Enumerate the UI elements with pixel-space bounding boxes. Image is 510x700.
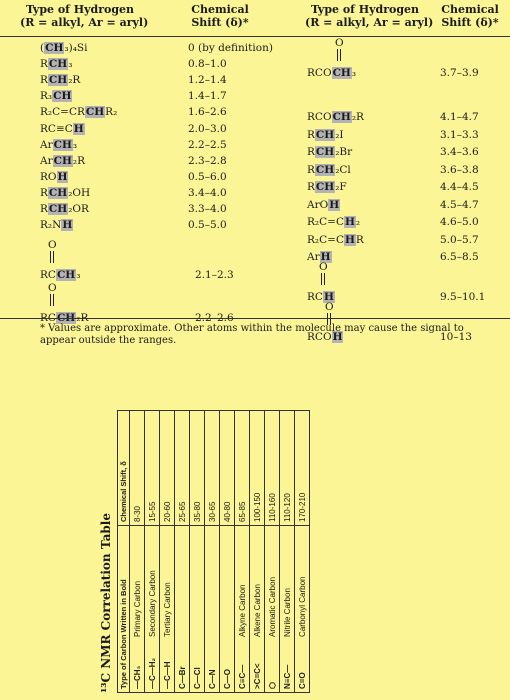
right-row-formula: [307, 215, 360, 229]
c13-shift-cell: 110-160: [265, 411, 280, 526]
formula-bold-part: H: [344, 216, 355, 228]
formula-part: RC≡C: [40, 122, 73, 135]
formula-part: ₂R: [72, 154, 86, 167]
c13-carbon-label: Tertiary Carbon: [162, 582, 172, 637]
c13-carbon-label: Secondary Carbon: [147, 570, 157, 637]
left-carbonyl-row-shift: 2.2–2.6: [195, 312, 234, 324]
header-shift-left: Chemical Shift (δ)*: [191, 3, 249, 29]
formula-part: R: [40, 58, 48, 71]
double-bond-line: [337, 49, 341, 61]
c13-type-cell: [175, 526, 190, 693]
right-row-shift: 6.5–8.5: [440, 251, 479, 263]
c13-formula: C—Cl: [192, 667, 202, 689]
left-row-formula: [40, 41, 87, 55]
right-row-formula: [307, 110, 364, 124]
left-row-shift: 0.5–6.0: [188, 170, 227, 183]
formula-bold-part: CH: [332, 67, 351, 79]
left-row-shift: 2.3–2.8: [188, 154, 227, 167]
formula-bold-part: CH: [48, 186, 68, 199]
c13-formula: >C=C<: [252, 663, 262, 689]
formula-part: Ar: [40, 138, 53, 151]
formula-part: RC: [40, 269, 56, 281]
c13-carbon-label: Aromatic Carbon: [267, 576, 277, 637]
formula-bold-part: H: [320, 251, 331, 263]
formula-bold-part: CH: [315, 128, 335, 141]
c13-carbon-label: Primary Carbon: [132, 580, 142, 637]
formula-part: ₃: [351, 67, 357, 79]
header-shift-right: Chemical Shift (δ)*: [441, 3, 499, 29]
left-row-shift: 2.0–3.0: [188, 122, 227, 135]
c13-title: ¹³C NMR Correlation Table: [99, 513, 113, 693]
right-carbonyl-row-shift: 10–13: [440, 331, 472, 343]
formula-part: Ar: [307, 251, 320, 263]
c13-carbon-label: Alkyne Carbon: [237, 584, 247, 637]
formula-bold-part: CH: [48, 58, 68, 71]
c13-shift-cell: 20-60: [160, 411, 175, 526]
c13-shift-cell: 15-55: [145, 411, 160, 526]
formula-part: RO: [40, 170, 57, 183]
formula-part: ₂OR: [68, 203, 89, 215]
c13-row: [235, 411, 250, 693]
formula-part: R₂C=C: [307, 233, 344, 246]
formula-part: ₃: [76, 269, 81, 281]
formula-bold-part: H: [73, 122, 84, 135]
formula-part: ₂F: [335, 181, 347, 193]
footnote: * Values are approximate. Other atoms within the molecule may cause the signal to appear outside the ranges.: [40, 323, 464, 346]
formula-part: RCO: [307, 111, 332, 123]
left-carbonyl-row-formula: [40, 268, 80, 282]
c13-head-type: Type of Carbon Written in Bold: [118, 526, 130, 693]
left-row-formula: [40, 202, 89, 216]
table-header: [0, 0, 510, 37]
left-row-formula: [40, 57, 72, 71]
formula-part: R: [40, 203, 48, 215]
double-bond-line: [321, 273, 325, 285]
left-carbonyl-row-shift: 2.1–2.3: [195, 269, 234, 281]
c13-formula: ⬡: [267, 682, 277, 689]
right-row-shift: 4.4–4.5: [440, 181, 479, 193]
carbonyl-oxygen: [319, 262, 328, 285]
formula-part: RCO: [307, 331, 332, 343]
c13-row: [220, 411, 235, 693]
formula-bold-part: CH: [85, 106, 105, 119]
formula-bold-part: CH: [53, 90, 72, 103]
c13-grid: [117, 410, 310, 693]
left-row-shift: 3.4–4.0: [188, 186, 227, 199]
c13-shift-cell: 30-65: [205, 411, 220, 526]
c13-type-cell: [295, 526, 310, 693]
header-type-left: Type of Hydrogen (R = alkyl, Ar = aryl): [20, 3, 149, 29]
carbonyl-oxygen: [325, 302, 334, 325]
c13-row: [190, 411, 205, 693]
c13-row: [130, 411, 145, 693]
right-row-shift: 5.0–5.7: [440, 233, 479, 246]
c13-formula: —C—H: [162, 661, 172, 689]
formula-part: R: [307, 146, 315, 158]
right-row-formula: [307, 128, 344, 142]
formula-part: ₂: [355, 216, 361, 228]
formula-part: ₃: [72, 138, 78, 151]
c13-head-shift: Chemical Shift, δ: [118, 411, 130, 526]
c13-table: [95, 395, 307, 693]
c13-type-cell: [145, 526, 160, 693]
c13-type-cell: [265, 526, 280, 693]
right-row-shift: 4.1–4.7: [440, 111, 479, 123]
formula-bold-part: CH: [315, 163, 335, 176]
right-row-formula: [307, 198, 340, 212]
c13-type-cell: [190, 526, 205, 693]
formula-part: R: [307, 163, 315, 176]
c13-formula: C—O: [222, 669, 232, 689]
formula-bold-part: CH: [48, 74, 68, 87]
c13-formula: C—N: [207, 669, 217, 689]
formula-part: ₂Br: [335, 146, 353, 158]
formula-part: ₂R: [68, 74, 81, 87]
left-row-shift: 3.3–4.0: [188, 203, 227, 215]
c13-carbon-label: Nitrile Carbon: [282, 588, 292, 637]
formula-bold-part: CH: [315, 146, 335, 158]
formula-bold-part: H: [57, 170, 68, 183]
left-row-shift: 2.2–2.5: [188, 138, 227, 151]
double-bond-line: [50, 294, 54, 306]
c13-formula: N≡C—: [282, 664, 292, 689]
left-row-formula: [40, 73, 80, 87]
right-row-shift: 3.6–3.8: [440, 163, 479, 176]
c13-row: [295, 411, 310, 693]
formula-bold-part: CH: [45, 42, 64, 54]
oxygen-label: O: [319, 261, 328, 273]
c13-formula: C=O: [297, 672, 307, 689]
formula-part: R₂: [105, 106, 118, 119]
c13-row: [265, 411, 280, 693]
right-row-formula: [307, 180, 347, 194]
formula-part: R: [40, 186, 48, 199]
formula-bold-part: H: [62, 219, 73, 232]
right-row-ester-formula: [307, 66, 356, 80]
c13-table-rotated: [95, 395, 307, 693]
left-row-formula: [40, 89, 72, 103]
left-row-formula: [40, 138, 77, 152]
c13-shift-cell: 8-30: [130, 411, 145, 526]
c13-row: [250, 411, 265, 693]
left-row-shift: 0.5–5.0: [188, 219, 227, 232]
c13-formula: C—Br: [177, 666, 187, 689]
formula-bold-part: CH: [48, 203, 68, 215]
left-row-shift: 1.2–1.4: [188, 74, 227, 87]
formula-part: R: [307, 128, 315, 141]
formula-part: R: [355, 233, 364, 246]
right-row-formula: [307, 163, 351, 177]
formula-part: R₂C=CR: [40, 106, 85, 119]
right-row-shift: 4.6–5.0: [440, 216, 479, 228]
formula-part: ₃)₄Si: [64, 42, 88, 54]
c13-type-cell: [235, 526, 250, 693]
c13-shift-cell: 100-150: [250, 411, 265, 526]
formula-bold-part: CH: [332, 111, 351, 123]
right-row-shift: 3.1–3.3: [440, 128, 479, 141]
formula-part: RCO: [307, 67, 332, 79]
formula-part: ₂Cl: [335, 163, 351, 176]
formula-part: ₂OH: [68, 186, 91, 199]
header-type-right: Type of Hydrogen (R = alkyl, Ar = aryl): [305, 3, 434, 29]
formula-bold-part: CH: [53, 138, 72, 151]
formula-part: ₂R: [351, 111, 364, 123]
formula-part: ArO: [307, 198, 329, 211]
right-row-formula: [307, 145, 352, 159]
right-carbonyl-row-shift: 9.5–10.1: [440, 291, 486, 303]
c13-row: [205, 411, 220, 693]
carbonyl-oxygen: [335, 38, 344, 61]
formula-part: ₃: [68, 58, 73, 71]
left-row-formula: [40, 122, 85, 136]
formula-part: R₃: [40, 90, 53, 103]
formula-bold-part: CH: [315, 181, 335, 193]
c13-formula: —C—H₂: [147, 657, 157, 689]
left-row-formula: [40, 154, 85, 168]
c13-shift-cell: 40-80: [220, 411, 235, 526]
c13-shift-cell: 35-80: [190, 411, 205, 526]
formula-part: R₂C=C: [307, 216, 344, 228]
c13-shift-cell: 25-65: [175, 411, 190, 526]
left-row-formula: [40, 186, 90, 200]
formula-part: ₂I: [335, 128, 344, 141]
oxygen-label: O: [335, 37, 344, 49]
c13-row: [280, 411, 295, 693]
formula-bold-part: CH: [56, 312, 76, 324]
oxygen-label: O: [48, 282, 57, 294]
c13-type-cell: [280, 526, 295, 693]
formula-part: RC: [40, 312, 56, 324]
c13-row: [160, 411, 175, 693]
formula-part: R: [307, 181, 315, 193]
formula-bold-part: CH: [56, 269, 76, 281]
c13-row: [175, 411, 190, 693]
c13-shift-cell: 65-85: [235, 411, 250, 526]
left-row-shift: 1.6–2.6: [188, 106, 227, 119]
c13-carbon-label: Alkene Carbon: [252, 584, 262, 637]
oxygen-label: O: [48, 239, 57, 251]
formula-part: R₂N: [40, 219, 62, 232]
formula-bold-part: H: [332, 331, 343, 343]
left-row-formula: [40, 105, 117, 119]
c13-carbon-label: Carbonyl Carbon: [297, 576, 307, 637]
c13-type-cell: [205, 526, 220, 693]
formula-part: RC: [307, 291, 323, 303]
left-row-shift: 1.4–1.7: [188, 90, 227, 103]
formula-bold-part: H: [329, 198, 340, 211]
right-row-formula: [307, 233, 364, 247]
c13-formula: —CH₃: [132, 665, 142, 689]
formula-bold-part: H: [323, 291, 334, 303]
left-row-shift: 0.8–1.0: [188, 58, 227, 71]
c13-type-cell: [130, 526, 145, 693]
c13-type-cell: [160, 526, 175, 693]
formula-part: R: [40, 74, 48, 87]
right-row-shift: 3.4–3.6: [440, 146, 479, 158]
left-row-shift: 0 (by definition): [188, 42, 273, 54]
oxygen-label: O: [325, 301, 334, 313]
carbonyl-oxygen: [48, 240, 57, 263]
right-row-ester-shift: 3.7–3.9: [440, 67, 479, 79]
formula-bold-part: CH: [53, 154, 72, 167]
c13-formula: C≡C—: [237, 664, 247, 689]
formula-bold-part: H: [344, 233, 355, 246]
c13-type-cell: [250, 526, 265, 693]
left-row-formula: [40, 218, 73, 232]
double-bond-line: [50, 251, 54, 263]
formula-part: ₂R: [76, 312, 89, 324]
right-row-shift: 4.5–4.7: [440, 198, 479, 211]
c13-type-cell: [220, 526, 235, 693]
divider: [0, 318, 510, 319]
c13-shift-cell: 110-120: [280, 411, 295, 526]
c13-shift-cell: 170-210: [295, 411, 310, 526]
carbonyl-oxygen: [48, 283, 57, 306]
left-row-formula: [40, 170, 68, 184]
c13-row: [145, 411, 160, 693]
formula-part: (: [40, 42, 45, 54]
formula-part: Ar: [40, 154, 53, 167]
